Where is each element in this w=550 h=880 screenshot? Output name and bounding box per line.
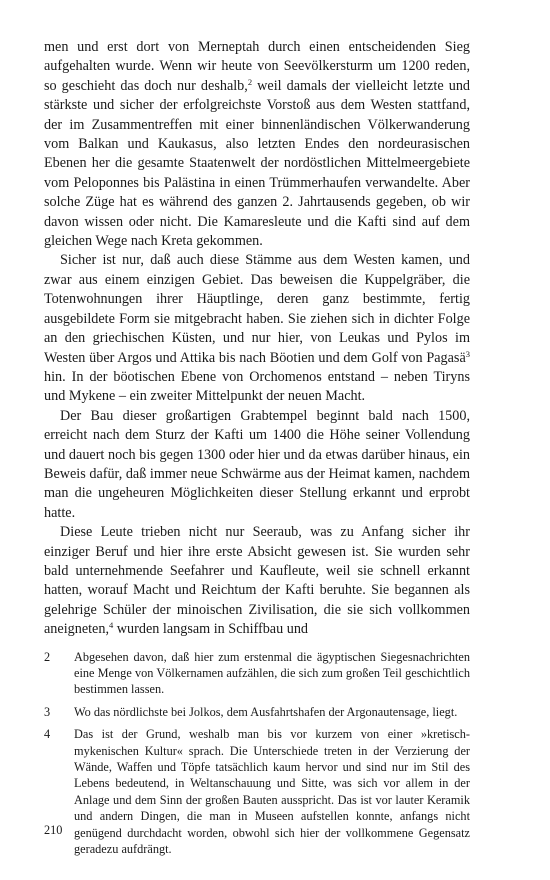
body-text [44, 38, 470, 640]
paragraph [44, 407, 470, 523]
footnote-number: 2 [44, 649, 51, 664]
paragraph [44, 251, 470, 406]
footnote-text: Wo das nördlichste bei Jolkos, dem Ausfahrtshafen der Argonautensage, liegt. [74, 704, 458, 719]
paragraph-text: hin. In der böotischen Ebene von Orchomenos entstand – neben Tiryns und Mykene – ein zweiter Mittelpunkt der neuen Macht. [44, 368, 470, 405]
footnotes [44, 649, 470, 858]
footnote-marker: 3 [465, 348, 470, 359]
paragraph-text: Diese Leute trieben nicht nur Seeraub, was zu Anfang sicher ihr einziger Beruf und hier ihre erste Absicht gewesen ist. Sie wurden sehr bald unternehmende Seefahrer und Kaufleute, weil sie schnell erkannt hatten, worauf Macht und Reichtum der Kafti beruhte. Sie begannen als gelehrige Schüler der minoischen Zivilisation, die sie sich vollkommen aneigneten, [44, 524, 470, 638]
footnote-text: Abgesehen davon, daß hier zum erstenmal die ägyptischen Siegesnachrichten eine Menge von Völkernamen aufzählen, die sich zum großen Teil geschichtlich bestimmen lassen. [74, 649, 470, 697]
footnote-marker: 2 [247, 76, 253, 87]
footnote [44, 704, 470, 720]
page-number: 210 [44, 823, 63, 837]
footnote-number: 3 [44, 704, 51, 719]
footnote-marker: 4 [109, 620, 114, 631]
paragraph-text: weil damals der vielleicht letzte und stärkste und sicher der erfolgreichste Vorstoß aus dem Westen stattfand, der im Zusammentreffen mit einer binnenländischen Völkerwanderung vom Balkan und Kaukasus, also letzten Endes den nordeurasischen Ebenen her die gesamte Staatenwelt der nordöstlichen Mittelmeergebiete vom Peloponnes bis Palästina in einen Trümmerhaufen verwandelte. Aber solche Züge hat es während des ganzen 2. Jahrtausends gegeben, ob wir davon wissen oder nicht. Die Kamaresleute und die Kafti sind auf dem gleichen Wege nach Kreta gekommen. [44, 77, 471, 250]
footnote [44, 726, 470, 857]
book-page [44, 38, 470, 863]
footnote [44, 649, 470, 698]
paragraph-text: men und erst dort von Merneptah durch einen entscheidenden Sieg aufgehalten wurde. Wenn wir heute von Seevölkersturm um 1200 reden, so geschieht das doch nur deshalb, [44, 39, 470, 94]
paragraph-text: Der Bau dieser großartigen Grabtempel beginnt bald nach 1500, erreicht nach dem Sturz der Kafti um 1400 die Höhe seiner Vollendung und dauert noch bis gegen 1300 oder hier und da etwas darüber hinaus, ein Beweis dafür, daß immer neue Schwärme aus der Heimat kamen, nachdem man die ungeheuren Möglichkeiten dieser Stellung erkannt und erprobt hatte. [44, 407, 470, 521]
footnote-number: 4 [44, 727, 51, 742]
paragraph-text: Sicher ist nur, daß auch diese Stämme aus dem Westen kamen, und zwar aus einem einzigen Gebiet. Das beweisen die Kuppelgräber, die Totenwohnungen ihrer Häuptlinge, deren ganz bestimmte, fertig ausgebildete Form sie mitgebracht haben. Sie ziehen sich in dichter Folge an den griechischen Küsten, und nur hier, von Leukas und Pylos im Westen über Argos und Attika bis nach Böotien und dem Golf von Pagasä [44, 252, 470, 366]
paragraph [44, 38, 470, 251]
paragraph-text: wurden langsam in Schiffbau und [113, 621, 309, 638]
paragraph [44, 523, 470, 639]
footnote-text: Das ist der Grund, weshalb man bis vor kurzem von einer »kretisch-mykenischen Kultur« sprach. Die Unterschiede treten in der Verzierung der Wände, Waffen und Töpfe tatsächlich kaum hervor und sind nur im Stil des Lebens bedeutend, in Weltanschauung und Sitte, was sich vor allem in der Anlage und dem Sinn der großen Bauten ausspricht. Das ist vor lauter Keramik und andern Dingen, die man in Museen aufstellen konnte, anfangs nicht genügend durchdacht worden, obwohl sich hier der vollkommene Gegensatz geradezu aufdrängt. [74, 727, 470, 857]
